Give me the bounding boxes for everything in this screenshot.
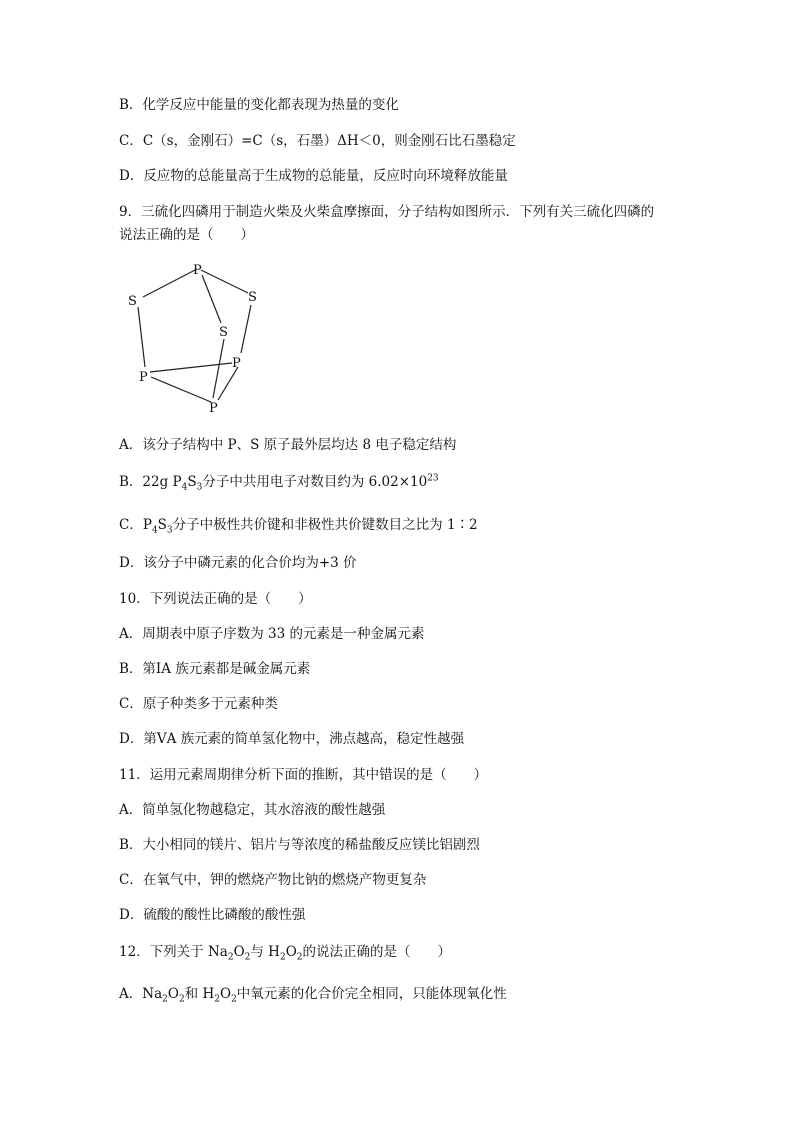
question-9-stem-cont: 说法正确的是（ ） xyxy=(119,227,254,243)
line-8c: C．C（s，金刚石）=C（s，石墨）ΔH＜0，则金刚石比石墨稳定 xyxy=(119,133,516,149)
question-12-stem: 12．下列关于 $Na_2O_2$与 $H_2O_2$的说法正确的是（ ） xyxy=(119,944,452,963)
option-11b: B．大小相同的镁片、铝片与等浓度的稀盐酸反应镁比铝剧烈 xyxy=(119,837,480,853)
atom-p-top: P xyxy=(193,263,202,278)
bond xyxy=(241,305,251,353)
question-9-stem: 9．三硫化四磷用于制造火柴及火柴盒摩擦面，分子结构如图所示．下列有关三硫化四磷的 xyxy=(119,204,655,220)
option-11d: D．硫酸的酸性比磷酸的酸性强 xyxy=(119,907,306,923)
option-9c: C．$P_4S_3$分子中极性共价键和非极性共价键数目之比为 1∶2 xyxy=(119,517,478,536)
bond xyxy=(138,307,145,367)
p4s3-structure-diagram xyxy=(115,255,285,420)
line-8d: D．反应物的总能量高于生成物的总能量，反应时向环境释放能量 xyxy=(119,168,508,184)
option-11a: A．简单氢化物越稳定，其水溶液的酸性越强 xyxy=(119,802,386,818)
atom-p-right: P xyxy=(232,356,241,371)
atom-p-bottom: P xyxy=(209,401,218,416)
question-11-stem: 11．运用元素周期律分析下面的推断，其中错误的是（ ） xyxy=(119,767,488,783)
atom-s-center: S xyxy=(219,325,228,340)
bond xyxy=(151,377,211,402)
option-9a: A．该分子结构中 P、S 原子最外层均达 8 电子稳定结构 xyxy=(119,437,457,453)
option-9b: B．22g $P_4S_3$分子中共用电子对数目约为 $6.02\times 10^{23}$ xyxy=(119,473,439,493)
option-10c: C．原子种类多于元素种类 xyxy=(119,696,278,712)
option-10b: B．第ⅠA 族元素都是碱金属元素 xyxy=(119,661,311,677)
atom-s-left: S xyxy=(128,294,137,309)
atom-s-right: S xyxy=(248,290,257,305)
option-10a: A．周期表中原子序数为 33 的元素是一种金属元素 xyxy=(119,626,425,642)
bond xyxy=(202,275,221,323)
option-12a: A．$Na_2O_2$和 $H_2O_2$中氧元素的化合价完全相同，只能体现氧化性 xyxy=(119,986,507,1005)
option-11c: C．在氧气中，钾的燃烧产物比钠的燃烧产物更复杂 xyxy=(119,872,427,888)
bond xyxy=(213,339,224,398)
bond xyxy=(218,367,238,400)
line-8b: B．化学反应中能量的变化都表现为热量的变化 xyxy=(119,97,399,113)
bond xyxy=(143,269,197,297)
option-9d: D．该分子中磷元素的化合价均为+3 价 xyxy=(119,555,357,571)
bond xyxy=(150,363,232,372)
question-10-stem: 10．下列说法正确的是（ ） xyxy=(119,591,312,607)
option-10d: D．第ⅤA 族元素的简单氢化物中，沸点越高，稳定性越强 xyxy=(119,731,465,747)
atom-p-left: P xyxy=(139,370,148,385)
